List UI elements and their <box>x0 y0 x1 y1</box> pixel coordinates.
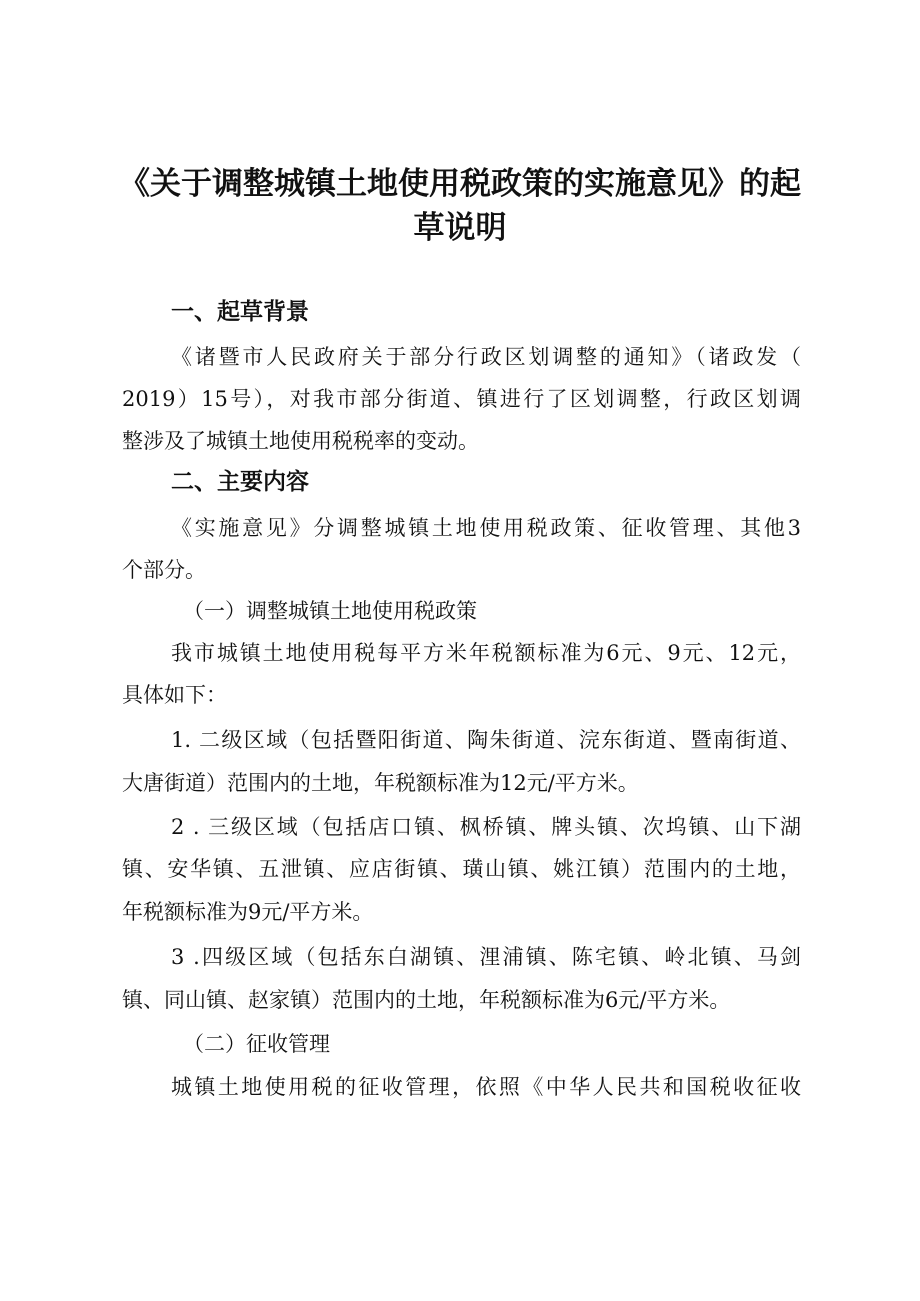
list-item-line: 3 .四级区域（包括东白湖镇、浬浦镇、陈宅镇、岭北镇、马剑 <box>171 945 801 969</box>
list-item-line: 1. 二级区域（包括暨阳街道、陶朱街道、浣东街道、暨南街道、 <box>171 728 801 752</box>
list-item-line: 镇、同山镇、赵家镇）范围内的土地，年税额标准为6元/平方米。 <box>122 988 731 1012</box>
paragraph-line: 2019）15号），对我市部分街道、镇进行了区划调整，行政区划调 <box>122 387 801 411</box>
paragraph-line: 《诸暨市人民政府关于部分行政区划调整的通知》（诸政发（ <box>171 345 801 369</box>
section-heading-main-content: 二、主要内容 <box>171 469 309 495</box>
paragraph-line: 具体如下： <box>122 683 227 707</box>
paragraph-line: 个部分。 <box>122 558 206 582</box>
paragraph-line: 城镇土地使用税的征收管理，依照《中华人民共和国税收征收 <box>171 1075 801 1099</box>
subsection-heading-collection: （二）征收管理 <box>183 1032 330 1056</box>
subsection-heading-tax-policy: （一）调整城镇土地使用税政策 <box>183 599 477 623</box>
paragraph-line: 我市城镇土地使用税每平方米年税额标准为6元、9元、12元， <box>171 641 801 665</box>
list-item-line: 年税额标准为9元/平方米。 <box>122 900 374 924</box>
list-item-line: 大唐街道）范围内的土地，年税额标准为12元/平方米。 <box>122 771 639 795</box>
section-heading-background: 一、起草背景 <box>171 299 309 325</box>
document-title-line-2: 草说明 <box>413 210 507 246</box>
list-item-line: 2 . 三级区域（包括店口镇、枫桥镇、牌头镇、次坞镇、山下湖 <box>171 815 801 839</box>
paragraph-line: 整涉及了城镇土地使用税税率的变动。 <box>122 429 479 453</box>
document-title-line-1: 《关于调整城镇土地使用税政策的实施意见》的起 <box>119 166 801 202</box>
list-item-line: 镇、安华镇、五泄镇、应店街镇、璜山镇、姚江镇）范围内的土地， <box>122 857 801 881</box>
paragraph-line: 《实施意见》分调整城镇土地使用税政策、征收管理、其他3 <box>171 516 801 540</box>
